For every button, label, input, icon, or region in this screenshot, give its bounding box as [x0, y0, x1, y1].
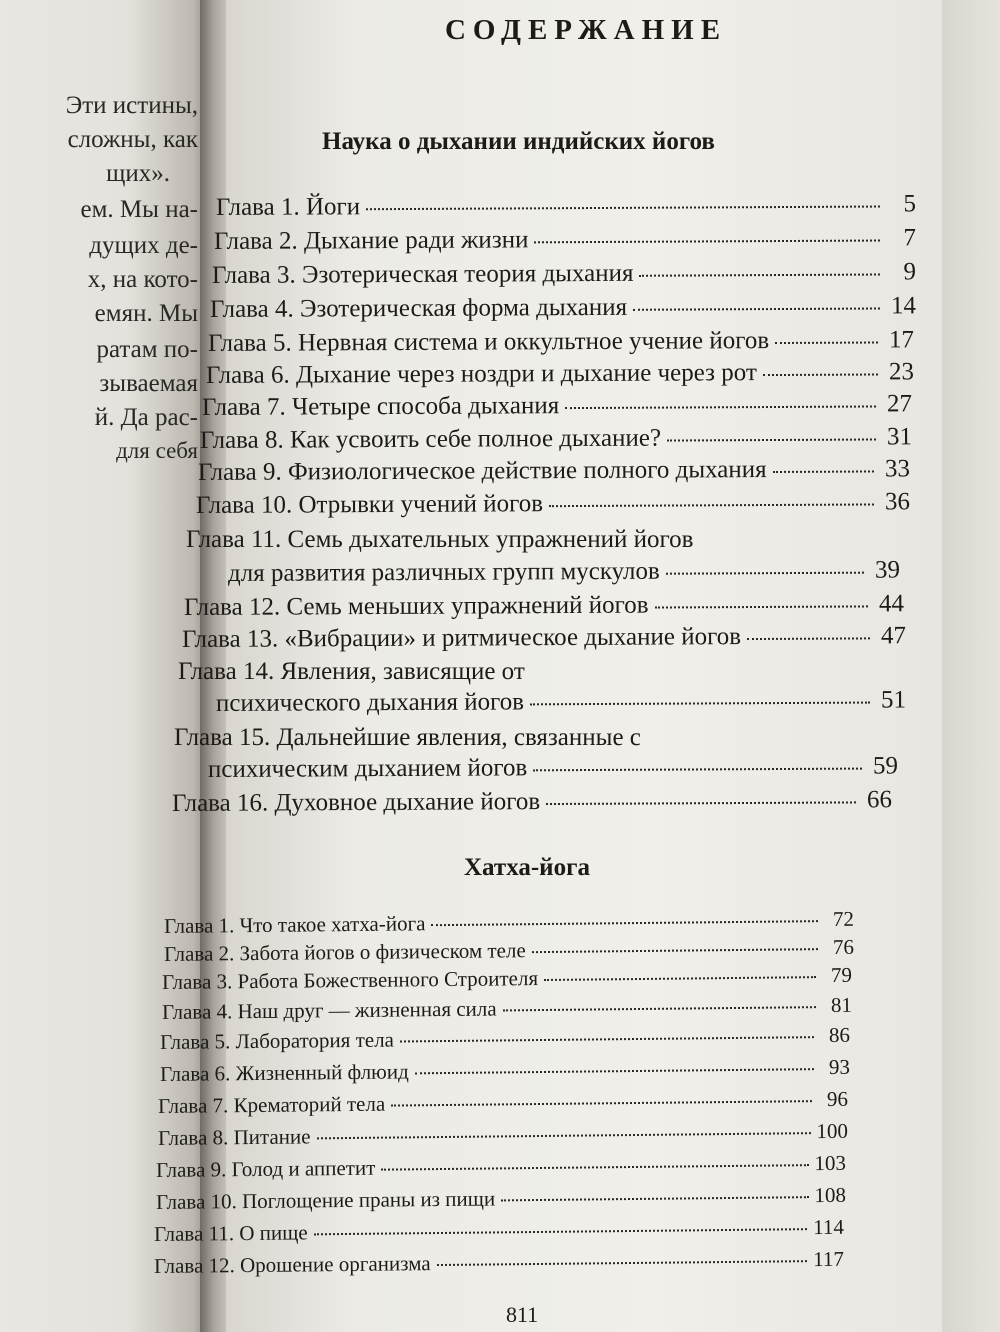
toc-entry-page: 86	[828, 1022, 851, 1047]
toc-entry-page: 59	[872, 752, 899, 780]
toc-entry-page: 27	[886, 390, 913, 418]
toc-entry[interactable]	[154, 1215, 844, 1247]
toc-entry-label: Глава 6. Дыхание через ноздри и дыхание через рот	[205, 359, 757, 389]
toc-entry-continuation-label: для развития различных групп мускулов	[227, 557, 660, 587]
toc-entry-page: 31	[886, 423, 913, 451]
toc-entry[interactable]	[154, 1247, 844, 1279]
leader-dots	[534, 240, 880, 244]
left-page-line: ем. Мы на-	[80, 196, 198, 223]
leader-dots	[666, 572, 864, 575]
toc-entry-page: 23	[888, 358, 915, 386]
toc-entry[interactable]	[160, 1023, 850, 1055]
toc-entry-page: 36	[884, 488, 911, 516]
toc-entry-page: 51	[880, 686, 907, 714]
leader-dots	[381, 1164, 808, 1170]
toc-entry[interactable]	[162, 993, 852, 1025]
toc-entry-page: 44	[878, 590, 905, 618]
toc-entry-label: Глава 4. Наш друг — жизненная сила	[161, 996, 497, 1024]
toc-entry-label: Глава 1. Что такое хатха-йога	[163, 911, 426, 938]
toc-entry[interactable]	[172, 786, 892, 818]
toc-entry-page: 79	[830, 962, 853, 987]
leader-dots	[544, 976, 816, 981]
toc-entry-label[interactable]: Глава 11. Семь дыхательных упражнений йогов	[186, 526, 694, 553]
toc-entry-page: 108	[814, 1182, 847, 1208]
leader-dots	[366, 206, 880, 211]
toc-entry-page: 39	[874, 556, 901, 584]
toc-entry[interactable]	[164, 907, 854, 939]
toc-entry-label: Глава 7. Крематорий тела	[157, 1091, 386, 1118]
toc-entry-label: Глава 3. Эзотерическая теория дыхания	[211, 259, 634, 289]
toc-entry-label: Глава 13. «Вибрации» и ритмическое дыхание йогов	[181, 623, 742, 653]
toc-entry[interactable]	[158, 1119, 848, 1151]
leader-dots	[391, 1100, 812, 1106]
toc-entry-label: Глава 6. Жизненный флюид	[159, 1059, 409, 1086]
toc-entry-continuation[interactable]	[216, 686, 906, 718]
toc-entry-label: Глава 10. Поглощение праны из пищи	[155, 1186, 496, 1214]
toc-entry-label: Глава 9. Физиологическое действие полного дыхания	[197, 456, 767, 486]
left-page-line: х, на кото-	[87, 266, 198, 293]
leader-dots	[633, 307, 880, 310]
toc-entry[interactable]	[210, 292, 916, 324]
leader-dots	[530, 702, 870, 706]
toc-entry-label: Глава 2. Дыхание ради жизни	[213, 226, 529, 255]
toc-entry[interactable]	[200, 423, 912, 455]
toc-entry-label: Глава 8. Питание	[157, 1124, 311, 1150]
toc-entry-continuation[interactable]	[208, 752, 898, 784]
leader-dots	[546, 801, 856, 805]
toc-entry-page: 100	[816, 1118, 849, 1144]
toc-entry-page: 47	[880, 622, 907, 650]
toc-entry[interactable]	[198, 455, 910, 487]
toc-entry-page: 17	[888, 326, 915, 354]
toc-entry-page: 81	[830, 992, 853, 1017]
toc-entry-label: Глава 9. Голод и аппетит	[155, 1155, 376, 1182]
toc-entry-page: 96	[826, 1086, 849, 1111]
toc-entry-continuation-label: психического дыхания йогов	[215, 688, 525, 717]
toc-entry-label: Глава 1. Йоги	[215, 193, 361, 221]
leader-dots	[415, 1068, 814, 1074]
toc-entry[interactable]	[184, 590, 904, 622]
leader-dots	[763, 373, 878, 376]
toc-entry-page: 33	[884, 455, 911, 483]
toc-entry-page: 72	[832, 906, 855, 931]
toc-entry-label: Глава 12. Орошение организма	[153, 1251, 431, 1278]
toc-entry[interactable]	[160, 1055, 850, 1087]
leader-dots	[775, 341, 878, 344]
toc-entry-page: 5	[903, 190, 917, 218]
leader-dots	[533, 768, 862, 772]
leader-dots	[655, 605, 868, 608]
toc-entry[interactable]	[156, 1183, 846, 1215]
left-page-line: для себя	[116, 438, 198, 463]
leader-dots	[501, 1196, 808, 1201]
toc-entry[interactable]	[216, 190, 916, 222]
toc-entry-continuation-label: психическим дыханием йогов	[207, 754, 528, 783]
section-title-breathing: Наука о дыхании индийских йогов	[322, 128, 715, 155]
left-page-line: сложны, как	[67, 126, 198, 153]
section-title-hatha-yoga: Хатха-йога	[464, 854, 590, 881]
leader-dots	[437, 1260, 808, 1266]
toc-entry-label: Глава 4. Эзотерическая форма дыхания	[209, 293, 628, 323]
leader-dots	[667, 438, 876, 441]
toc-entry-page: 66	[866, 786, 893, 814]
toc-entry[interactable]	[202, 390, 912, 422]
left-page-line: й. Да рас-	[94, 404, 198, 431]
toc-entry-continuation[interactable]	[228, 556, 900, 588]
toc-entry[interactable]	[156, 1151, 846, 1183]
leader-dots	[532, 948, 818, 953]
left-page-line: Эти истины,	[65, 92, 198, 119]
next-page-edge	[940, 0, 1000, 1332]
toc-entry-label: Глава 12. Семь меньших упражнений йогов	[183, 591, 649, 621]
toc-entry-label: Глава 3. Работа Божественного Строителя	[161, 966, 539, 994]
toc-entry[interactable]	[164, 935, 854, 967]
toc-entry[interactable]	[182, 622, 906, 654]
toc-entry-label: Глава 7. Четыре способа дыхания	[201, 392, 560, 421]
toc-entry-label: Глава 5. Нервная система и оккультное учение йогов	[207, 327, 770, 357]
leader-dots	[549, 503, 874, 507]
left-page-line: щих».	[106, 160, 170, 187]
left-page-line: ратам по-	[96, 336, 198, 363]
toc-entry[interactable]	[212, 258, 916, 290]
leader-dots	[431, 920, 818, 926]
toc-entry[interactable]	[162, 963, 852, 995]
toc-entry[interactable]	[214, 224, 916, 256]
toc-entry-label: Глава 8. Как усвоить себе полное дыхание?	[199, 424, 662, 454]
toc-entry[interactable]	[208, 326, 914, 358]
toc-entry-page: 117	[813, 1246, 845, 1272]
toc-entry-label[interactable]: Глава 15. Дальнейшие явления, связанные с	[174, 724, 641, 751]
left-page-line: зываемая	[99, 370, 198, 397]
leader-dots	[503, 1006, 816, 1011]
toc-entry-page: 76	[832, 934, 855, 959]
toc-entry-label: Глава 11. О пище	[153, 1220, 308, 1246]
leader-dots	[400, 1036, 814, 1042]
toc-entry-label[interactable]: Глава 14. Явления, зависящие от	[178, 658, 525, 685]
page-number: 811	[506, 1302, 539, 1327]
toc-entry[interactable]	[158, 1087, 848, 1119]
toc-entry-page: 9	[903, 258, 917, 286]
toc-entry[interactable]	[196, 488, 910, 520]
leader-dots	[747, 637, 870, 640]
toc-entry-page: 14	[890, 292, 917, 320]
toc-entry-page: 103	[814, 1150, 847, 1176]
toc-entry-label: Глава 10. Отрывки учений йогов	[195, 490, 544, 519]
leader-dots	[314, 1228, 808, 1235]
page-title: СОДЕРЖАНИЕ	[444, 14, 728, 46]
leader-dots	[317, 1132, 811, 1139]
toc-entry-label: Глава 5. Лаборатория тела	[159, 1027, 395, 1054]
leader-dots	[639, 274, 880, 277]
left-page-line: дущих де-	[89, 232, 198, 259]
left-page-line: емян. Мы	[94, 300, 198, 327]
toc-entry-label: Глава 2. Забота йогов о физическом теле	[163, 938, 526, 966]
toc-entry[interactable]	[206, 358, 914, 390]
toc-entry-page: 7	[903, 224, 917, 252]
toc-entry-page: 93	[828, 1054, 851, 1079]
leader-dots	[773, 470, 874, 473]
toc-entry-label: Глава 16. Духовное дыхание йогов	[171, 788, 541, 817]
leader-dots	[565, 405, 876, 409]
toc-entry-page: 114	[813, 1214, 845, 1240]
